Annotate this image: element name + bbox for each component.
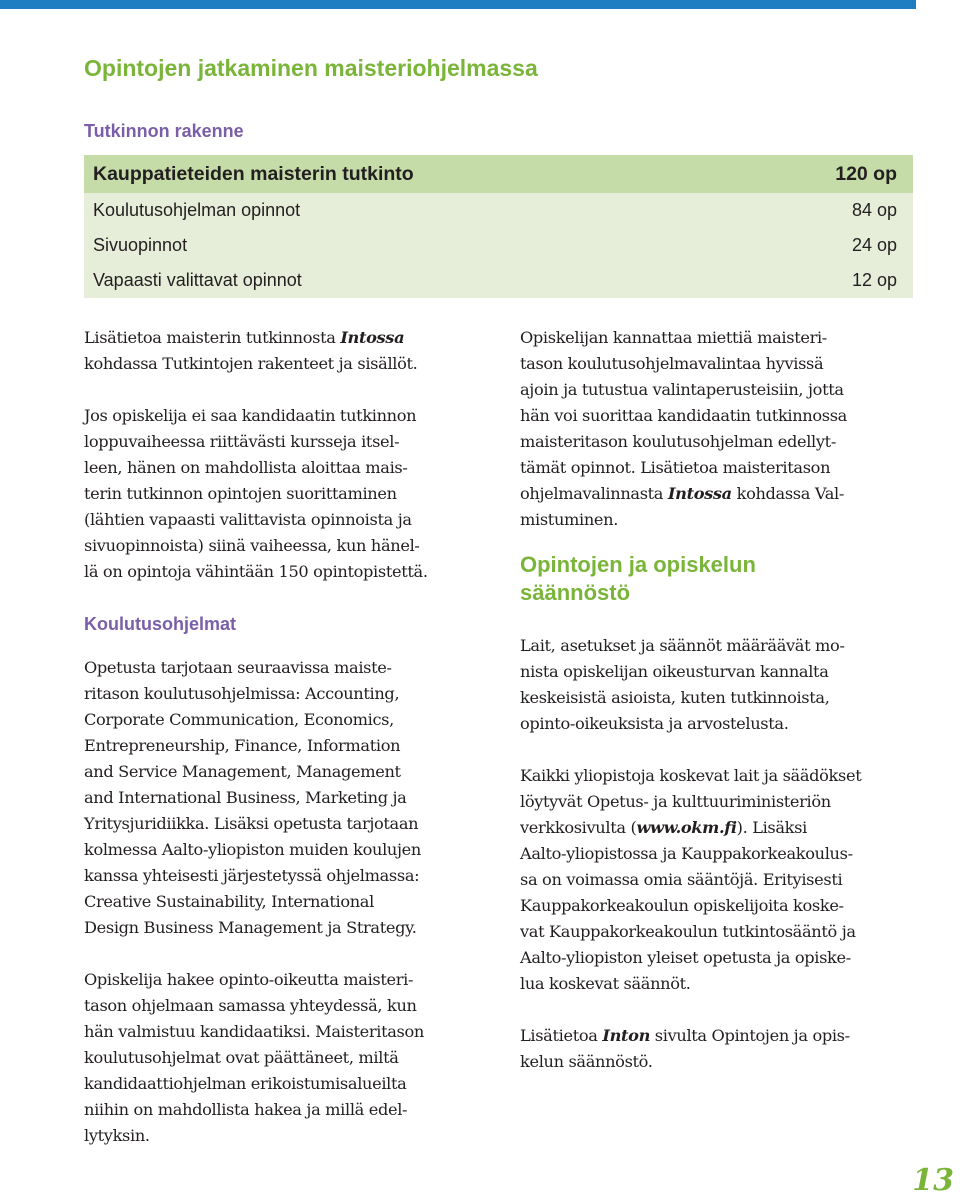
regulations-paragraph xyxy=(520,763,920,997)
table-row xyxy=(84,193,913,228)
text-line: kolmessa Aalto-yliopiston muiden koulujen xyxy=(84,840,421,859)
row-label: Sivuopinnot xyxy=(93,235,188,255)
table-row xyxy=(84,263,913,298)
text-line: Opiskelijan kannattaa miettiä maisteri- xyxy=(520,328,827,347)
text-line: koulutusohjelmat ovat päättäneet, miltä xyxy=(84,1048,399,1067)
text-line: niihin on mahdollista hakea ja millä edel- xyxy=(84,1100,408,1119)
text-line: maisteritason koulutusohjelman edellyt- xyxy=(520,432,836,451)
degree-name: Kauppatieteiden maisterin tutkinto xyxy=(93,162,414,185)
text-line: lytyksin. xyxy=(84,1126,150,1145)
text-line: Opetusta tarjotaan seuraavissa maiste- xyxy=(84,658,392,677)
text-line: hän voi suorittaa kandidaatin tutkinnossa xyxy=(520,406,847,425)
heading-line: säännöstö xyxy=(520,580,631,605)
text-span: verkkosivulta ( xyxy=(520,818,637,837)
text-line: and Service Management, Management xyxy=(84,762,401,781)
text-span: ohjelmavalinnasta xyxy=(520,484,668,503)
text-line: Design Business Management ja Strategy. xyxy=(84,918,417,937)
text-line: (lähtien vapaasti valittavista opinnoista ja xyxy=(84,510,412,529)
text-line: leen, hänen on mahdollista aloittaa mais- xyxy=(84,458,408,477)
text-line: and International Business, Marketing ja xyxy=(84,788,407,807)
right-column xyxy=(520,325,920,1075)
text-line: terin tutkinnon opintojen suorittaminen xyxy=(84,484,397,503)
text-line: opinto-oikeuksista ja arvostelusta. xyxy=(520,714,789,733)
text-line: Entrepreneurship, Finance, Information xyxy=(84,736,401,755)
degree-structure-table xyxy=(84,155,913,298)
intossa-link-text: Intossa xyxy=(340,328,405,347)
text-line: Kauppakorkeakoulun opiskelijoita koske- xyxy=(520,896,844,915)
text-line: löytyvät Opetus- ja kulttuuriministeriön xyxy=(520,792,831,811)
text-line: kandidaattiohjelman erikoistumisalueilta xyxy=(84,1074,407,1093)
text-line: lä on opintoja vähintään 150 opintopistettä. xyxy=(84,562,428,581)
text-line: tason koulutusohjelmavalintaa hyvissä xyxy=(520,354,824,373)
text-line: tämät opinnot. Lisätietoa maisteritason xyxy=(520,458,831,477)
text-line: lua koskevat säännöt. xyxy=(520,974,691,993)
text-line: Aalto-yliopistossa ja Kauppakorkeakoulus- xyxy=(520,844,853,863)
text-line: tason ohjelmaan samassa yhteydessä, kun xyxy=(84,996,417,1015)
text-line: mistuminen. xyxy=(520,510,619,529)
text-line: loppuvaiheessa riittävästi kursseja itsel- xyxy=(84,432,400,451)
table-header-row xyxy=(84,155,913,193)
row-label: Vapaasti valittavat opinnot xyxy=(93,270,302,290)
text-line: kohdassa Tutkintojen rakenteet ja sisällöt. xyxy=(84,354,418,373)
text-line: kanssa yhteisesti järjestetyssä ohjelmassa: xyxy=(84,866,420,885)
text-line: kelun säännöstö. xyxy=(520,1052,653,1071)
text-span: sivulta Opintojen ja opis- xyxy=(650,1026,850,1045)
text-line: keskeisistä asioista, kuten tutkinnoista, xyxy=(520,688,830,707)
inton-link-text: Inton xyxy=(602,1026,650,1045)
row-credits: 12 op xyxy=(851,270,897,290)
text-line: sa on voimassa omia sääntöjä. Erityisesti xyxy=(520,870,843,889)
page-title: Opintojen jatkaminen maisteriohjelmassa xyxy=(84,55,538,81)
page-number: 13 xyxy=(912,1163,954,1198)
heading-line: Opintojen ja opiskelun xyxy=(520,552,756,577)
table-row xyxy=(84,228,913,263)
text-span: Lisätietoa maisterin tutkinnosta xyxy=(84,328,341,347)
early-start-paragraph xyxy=(84,403,484,585)
text-line: Corporate Communication, Economics, xyxy=(84,710,394,729)
row-credits: 84 op xyxy=(851,200,897,220)
row-credits: 24 op xyxy=(851,235,897,255)
text-line: Opiskelija hakee opinto-oikeutta maisteri- xyxy=(84,970,414,989)
programs-heading: Koulutusohjelmat xyxy=(84,614,236,634)
text-line: Jos opiskelija ei saa kandidaatin tutkinnon xyxy=(84,406,417,425)
text-span: Lisätietoa xyxy=(520,1026,603,1045)
programs-paragraph xyxy=(84,655,484,941)
okm-link[interactable]: www.okm.fi xyxy=(636,818,737,837)
text-line: sivuopinnoista) siinä vaiheessa, kun hänel- xyxy=(84,536,420,555)
application-paragraph xyxy=(84,967,484,1149)
laws-paragraph xyxy=(520,633,920,737)
rules-heading xyxy=(520,551,920,607)
intossa-link-text: Intossa xyxy=(667,484,732,503)
text-line: Yritysjuridiikka. Lisäksi opetusta tarjotaan xyxy=(84,814,419,833)
text-line: Aalto-yliopiston yleiset opetusta ja opiske- xyxy=(520,948,851,967)
degree-credits: 120 op xyxy=(835,162,897,185)
text-line: hän valmistuu kandidaatiksi. Maisteritason xyxy=(84,1022,424,1041)
more-info-paragraph xyxy=(84,325,484,377)
text-line: Lait, asetukset ja säännöt määräävät mo- xyxy=(520,636,845,655)
left-column xyxy=(84,325,484,1149)
structure-heading: Tutkinnon rakenne xyxy=(84,121,244,141)
into-info-paragraph xyxy=(520,1023,920,1075)
text-span: ). Lisäksi xyxy=(736,818,807,837)
text-line: Creative Sustainability, International xyxy=(84,892,374,911)
top-rule xyxy=(0,0,916,9)
text-line: ritason koulutusohjelmissa: Accounting, xyxy=(84,684,400,703)
text-line: vat Kauppakorkeakoulun tutkintosääntö ja xyxy=(520,922,856,941)
text-line: ajoin ja tutustua valintaperusteisiin, jotta xyxy=(520,380,844,399)
program-choice-paragraph xyxy=(520,325,920,533)
row-label: Koulutusohjelman opinnot xyxy=(93,200,301,220)
text-span: kohdassa Val- xyxy=(731,484,844,503)
text-line: Kaikki yliopistoja koskevat lait ja säädökset xyxy=(520,766,862,785)
text-line: nista opiskelijan oikeusturvan kannalta xyxy=(520,662,829,681)
